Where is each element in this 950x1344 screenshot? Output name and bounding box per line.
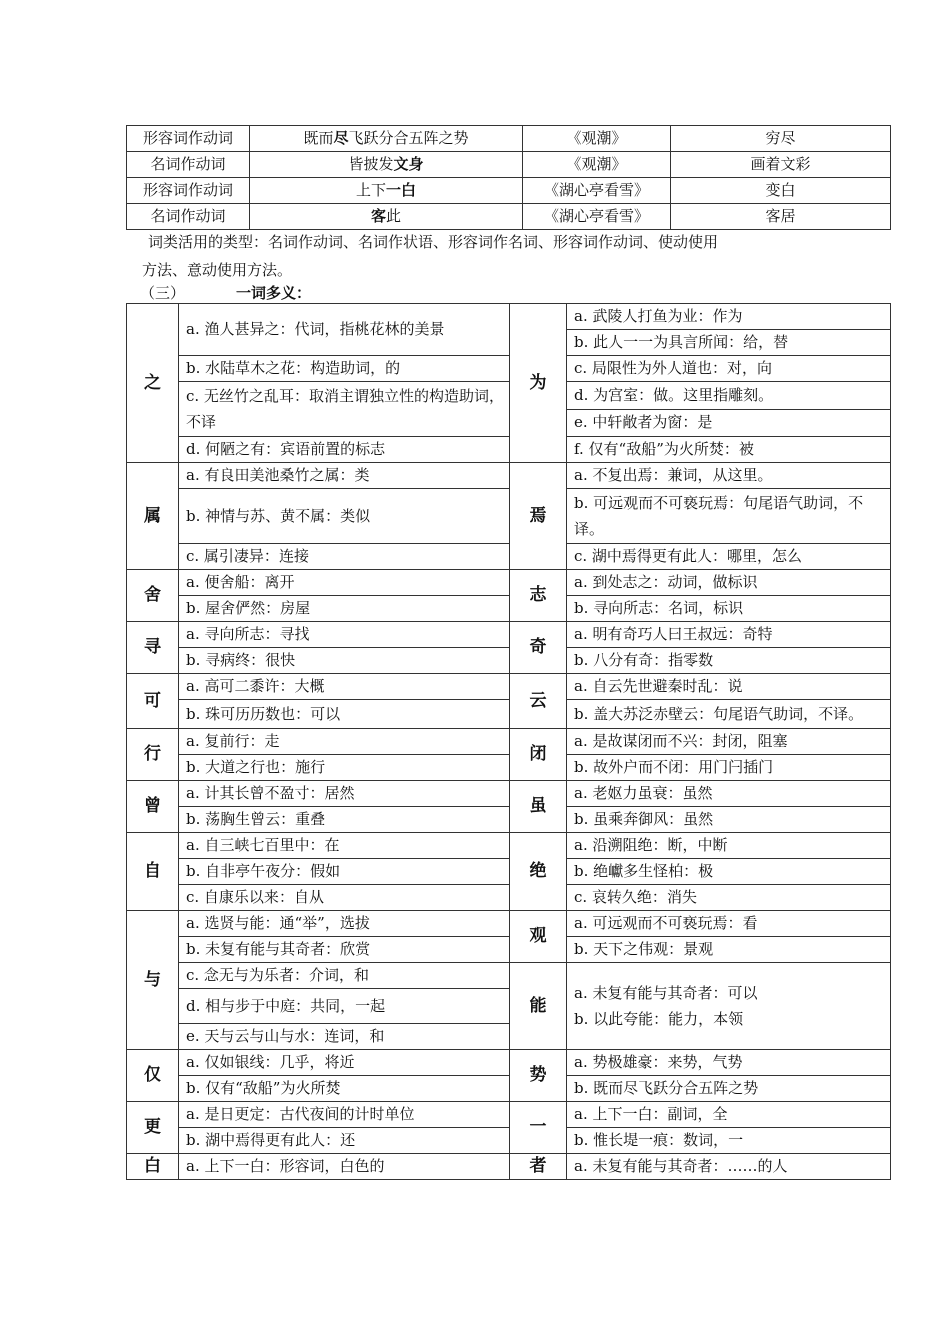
meaning-cell: 穷尽 (671, 126, 891, 152)
definition-cell: a. 武陵人打鱼为业：作为 (567, 304, 891, 330)
table-row (127, 911, 891, 937)
table-row (127, 729, 891, 755)
definition-cell: b. 屋舍俨然：房屋 (179, 596, 510, 622)
definition-cell: a. 是故谋闭而不兴：封闭，阻塞 (567, 729, 891, 755)
word-cell: 仅 (127, 1050, 179, 1102)
definition-cell: c. 局限性为外人道也：对，向 (567, 356, 891, 382)
definition-cell: b. 此人一一为具言所闻：给，替 (567, 330, 891, 356)
table-row (127, 755, 891, 781)
table-row (127, 648, 891, 674)
table-row (127, 937, 891, 963)
key-word: 客 (370, 207, 386, 225)
table-row (127, 570, 891, 596)
definition-cell: b. 未复有能与其奇者：欣赏 (179, 937, 510, 963)
key-word: 尽 (333, 129, 349, 147)
definition-cell: d. 相与步于中庭：共同，一起 (179, 989, 510, 1024)
table-row (127, 833, 891, 859)
word-cell: 寻 (127, 622, 179, 674)
type-cell: 名词作动词 (127, 204, 250, 230)
key-word: 文身 (393, 155, 424, 173)
table-row (127, 204, 891, 230)
word-cell: 更 (127, 1102, 179, 1154)
definition-cell: a. 仅如银线：几乎，将近 (179, 1050, 510, 1076)
word-cell: 属 (127, 463, 179, 570)
definition-cell: b. 寻向所志：名词，标识 (567, 596, 891, 622)
definition-cell: a. 上下一白：形容词，白色的 (179, 1154, 510, 1180)
table-row (127, 178, 891, 204)
definition-cell: a. 势极雄豪：来势，气势 (567, 1050, 891, 1076)
definition-cell: b. 水陆草木之花：构造助词，的 (179, 356, 510, 382)
word-cell: 曾 (127, 781, 179, 833)
example-cell: 上下一白 (250, 178, 523, 204)
table-row (127, 356, 891, 382)
section-heading (140, 281, 311, 305)
polysemy-table (126, 303, 891, 1180)
definition-cell: e. 中轩敞者为窗：是 (567, 409, 891, 437)
word-cell: 行 (127, 729, 179, 781)
word-cell: 一 (510, 1102, 567, 1154)
meaning-cell: 客居 (671, 204, 891, 230)
table-row (127, 1128, 891, 1154)
definition-cell: a. 自三峡七百里中：在 (179, 833, 510, 859)
type-cell: 名词作动词 (127, 152, 250, 178)
definition-cell: b. 大道之行也：施行 (179, 755, 510, 781)
key-word: 一白 (386, 181, 417, 199)
table-row (127, 674, 891, 700)
source-cell: 《湖心亭看雪》 (523, 204, 671, 230)
definition-cell: a. 可远观而不可亵玩焉：看 (567, 911, 891, 937)
definition-cell: b. 仅有“敌船”为火所焚 (179, 1076, 510, 1102)
word-cell: 绝 (510, 833, 567, 911)
definition-cell: c. 属引凄异：连接 (179, 544, 510, 570)
definition-cell: a. 沿溯阻绝：断，中断 (567, 833, 891, 859)
table-row (127, 1102, 891, 1128)
note-line: 方法、意动使用方法。 (142, 261, 293, 279)
definition-cell: c. 无丝竹之乱耳：取消主谓独立性的构造助词，不译 (179, 382, 510, 437)
word-cell: 云 (510, 674, 567, 729)
source-cell: 《观潮》 (523, 126, 671, 152)
definition-cell (567, 963, 891, 1050)
example-cell: 既而尽飞跃分合五阵之势 (250, 126, 523, 152)
word-cell: 能 (510, 963, 567, 1050)
definition-cell: b. 荡胸生曾云：重叠 (179, 807, 510, 833)
word-class-note (126, 228, 826, 284)
definition-cell: a. 未复有能与其奇者：……的人 (567, 1154, 891, 1180)
definition-cell: b. 绝巘多生怪柏：极 (567, 859, 891, 885)
definition-cell: a. 自云先世避秦时乱：说 (567, 674, 891, 700)
definition-cell: a. 寻向所志：寻找 (179, 622, 510, 648)
definition-cell: a. 计其长曾不盈寸：居然 (179, 781, 510, 807)
example-cell: 皆披发文身 (250, 152, 523, 178)
definition-cell: a. 复前行：走 (179, 729, 510, 755)
source-cell: 《湖心亭看雪》 (523, 178, 671, 204)
definition-cell: a. 高可二黍许：大概 (179, 674, 510, 700)
table-row (127, 304, 891, 330)
word-cell: 白 (127, 1154, 179, 1180)
table-row (127, 622, 891, 648)
table-row (127, 885, 891, 911)
definition-cell: a. 是日更定：古代夜间的计时单位 (179, 1102, 510, 1128)
table-row (127, 489, 891, 544)
definition-cell: a. 有良田美池桑竹之属：类 (179, 463, 510, 489)
type-cell: 形容词作动词 (127, 178, 250, 204)
word-cell: 与 (127, 911, 179, 1050)
table-row (127, 859, 891, 885)
definition-cell: b. 虽乘奔御风：虽然 (567, 807, 891, 833)
table-row (127, 1050, 891, 1076)
definition-cell: b. 惟长堤一痕：数词，一 (567, 1128, 891, 1154)
definition-cell: b. 湖中焉得更有此人：还 (179, 1128, 510, 1154)
word-cell: 势 (510, 1050, 567, 1102)
table-row (127, 1076, 891, 1102)
table-row (127, 700, 891, 729)
definition-cell: d. 何陋之有：宾语前置的标志 (179, 437, 510, 463)
table-row (127, 126, 891, 152)
definition-cell: a. 上下一白：副词，全 (567, 1102, 891, 1128)
definition-cell: a. 到处志之：动词，做标识 (567, 570, 891, 596)
definition-cell: b. 可远观而不可亵玩焉：句尾语气助词，不译。 (567, 489, 891, 544)
source-cell: 《观潮》 (523, 152, 671, 178)
word-cell: 为 (510, 304, 567, 463)
definition-cell: b. 珠可历历数也：可以 (179, 700, 510, 729)
word-cell: 者 (510, 1154, 567, 1180)
table-row (127, 1154, 891, 1180)
example-cell: 客此 (250, 204, 523, 230)
definition-cell: a. 不复出焉：兼词，从这里。 (567, 463, 891, 489)
definition-cell: b. 盖大苏泛赤壁云：句尾语气助词，不译。 (567, 700, 891, 729)
meaning-cell: 画着文彩 (671, 152, 891, 178)
definition-cell: b. 故外户而不闭：用门闩插门 (567, 755, 891, 781)
word-cell: 自 (127, 833, 179, 911)
definition-cell: c. 念无与为乐者：介词，和 (179, 963, 510, 989)
definition-cell: a. 渔人甚异之：代词，指桃花林的美景 (179, 304, 510, 356)
table-row (127, 544, 891, 570)
definition-cell: b. 既而尽飞跃分合五阵之势 (567, 1076, 891, 1102)
word-cell: 可 (127, 674, 179, 729)
word-cell: 舍 (127, 570, 179, 622)
definition-cell: b. 寻病终：很快 (179, 648, 510, 674)
table-row (127, 963, 891, 989)
word-cell: 之 (127, 304, 179, 463)
table-row (127, 463, 891, 489)
word-class-table (126, 125, 891, 230)
table-row (127, 437, 891, 463)
section-number: （三） (140, 284, 186, 302)
definition-cell: b. 八分有奇：指零数 (567, 648, 891, 674)
definition-cell: b. 自非亭午夜分：假如 (179, 859, 510, 885)
definition-cell: c. 自康乐以来：自从 (179, 885, 510, 911)
type-cell: 形容词作动词 (127, 126, 250, 152)
definition-cell: c. 哀转久绝：消失 (567, 885, 891, 911)
definition-cell: a. 选贤与能：通“举”，选拔 (179, 911, 510, 937)
table-row (127, 152, 891, 178)
table-row (127, 781, 891, 807)
definition-cell: f. 仅有“敌船”为火所焚：被 (567, 437, 891, 463)
table-row (127, 807, 891, 833)
word-cell: 虽 (510, 781, 567, 833)
word-cell: 志 (510, 570, 567, 622)
definition-cell: a. 明有奇巧人曰王叔远：奇特 (567, 622, 891, 648)
definition-cell: c. 湖中焉得更有此人：哪里，怎么 (567, 544, 891, 570)
section-title: 一词多义： (236, 284, 312, 302)
definition-cell: b. 神情与苏、黄不属：类似 (179, 489, 510, 544)
table-row (127, 596, 891, 622)
definition-cell: d. 为宫室：做。这里指雕刻。 (567, 382, 891, 410)
word-cell: 焉 (510, 463, 567, 570)
table-row (127, 382, 891, 410)
word-cell: 观 (510, 911, 567, 963)
definition-line: a. 未复有能与其奇者：可以 (574, 984, 758, 1002)
meaning-cell: 变白 (671, 178, 891, 204)
definition-cell: e. 天与云与山与水：连词，和 (179, 1024, 510, 1050)
word-cell: 奇 (510, 622, 567, 674)
definition-cell: a. 便舍船：离开 (179, 570, 510, 596)
definition-line: b. 以此夸能：能力，本领 (574, 1010, 744, 1028)
word-cell: 闭 (510, 729, 567, 781)
definition-cell: b. 天下之伟观：景观 (567, 937, 891, 963)
definition-cell: a. 老妪力虽衰：虽然 (567, 781, 891, 807)
note-line: 词类活用的类型：名词作动词、名词作状语、形容词作名词、形容词作动词、使动使用 (148, 233, 719, 251)
